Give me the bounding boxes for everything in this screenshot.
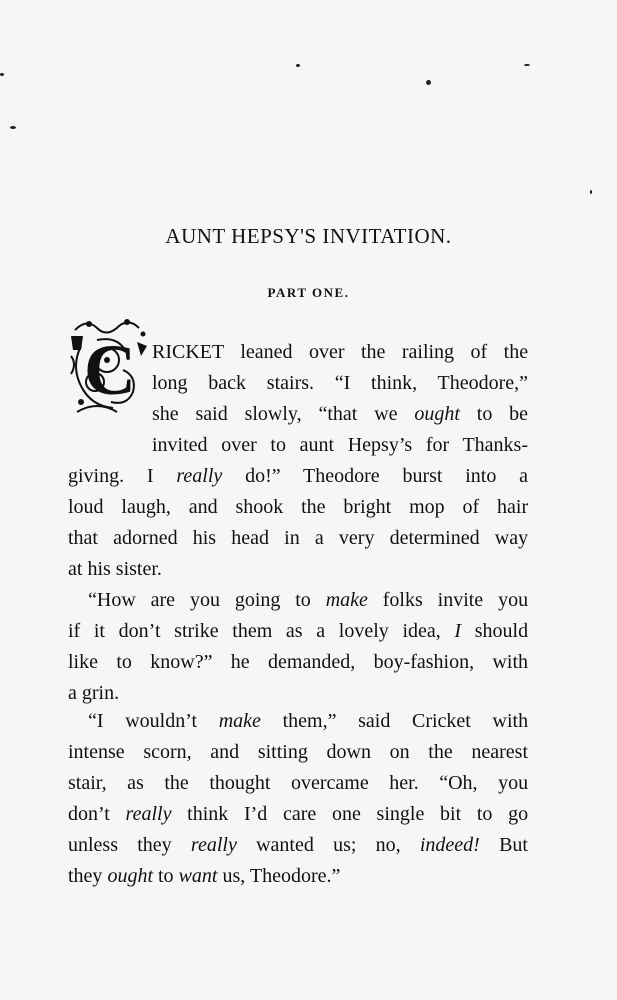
text-line: RICKET leaned over the railing of the — [152, 341, 529, 363]
text-line: “How are you going to make folks invite you — [88, 589, 529, 611]
text-line: “I wouldn’t make them,” said Cricket with — [88, 710, 529, 732]
speck — [0, 73, 4, 76]
part-heading: PART ONE. — [267, 285, 350, 300]
text-line: invited over to aunt Hepsy’s for Thanks- — [152, 434, 528, 456]
text-line: if it don’t strike them as a lovely idea, I should — [68, 620, 529, 642]
text-line: stair, as the thought overcame her. “Oh, you — [68, 772, 529, 794]
speck — [524, 64, 530, 66]
paragraph-1 — [68, 337, 528, 585]
text-line: like to know?” he demanded, boy-fashion, with — [68, 651, 529, 673]
text-line: they ought to want us, Theodore.” — [68, 865, 341, 887]
text-line: that adorned his head in a very determined way — [68, 527, 529, 549]
paragraph-2 — [68, 585, 528, 709]
paragraph-3 — [68, 706, 528, 892]
text-line: she said slowly, “that we ought to be — [152, 403, 529, 425]
text-line: giving. I really do!” Theodore burst into a — [68, 465, 529, 487]
text-line: don’t really think I’d care one single bit to go — [68, 803, 529, 825]
speck — [296, 64, 300, 67]
speck — [426, 80, 431, 85]
text-line: long back stairs. “I think, Theodore,” — [152, 372, 529, 394]
text-line: unless they really wanted us; no, indeed! But — [68, 834, 528, 856]
text-line: intense scorn, and sitting down on the nearest — [68, 741, 529, 763]
text-line: a grin. — [68, 682, 120, 704]
text-line: at his sister. — [68, 558, 162, 580]
speck — [590, 190, 592, 194]
text-line: loud laugh, and shook the bright mop of hair — [68, 496, 529, 518]
speck — [10, 126, 16, 129]
chapter-title: AUNT HEPSY'S INVITATION. — [165, 224, 452, 248]
drop-cap-letter: C — [84, 330, 136, 410]
